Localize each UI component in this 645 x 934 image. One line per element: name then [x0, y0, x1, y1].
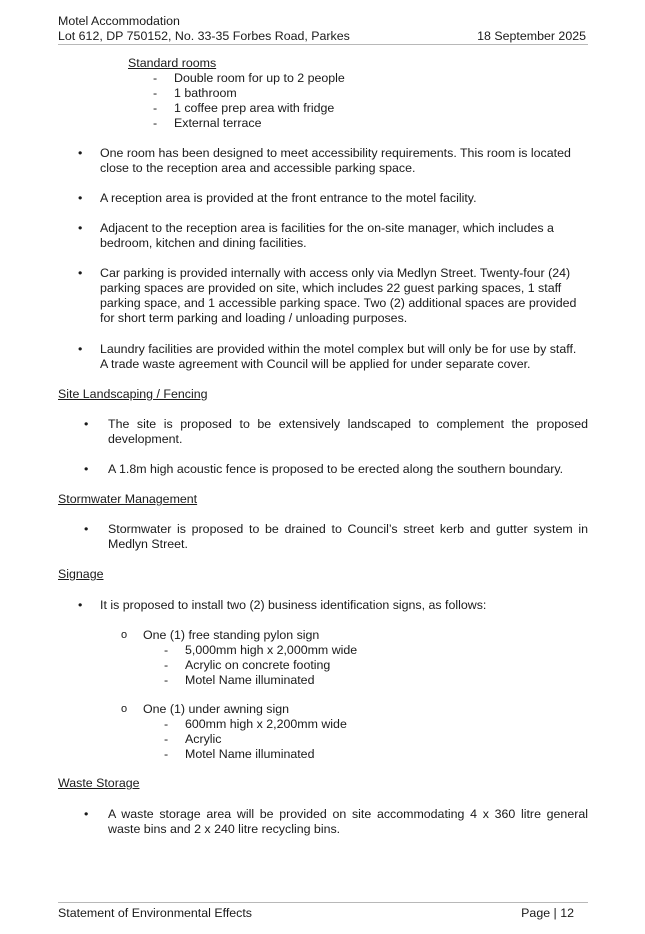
page-header [58, 14, 586, 44]
sign-label: One (1) free standing pylon sign [143, 628, 320, 642]
page-number: Page | 12 [521, 906, 574, 920]
sub-bullet-marker: o [121, 703, 128, 715]
stormwater-heading: Stormwater Management [58, 492, 198, 506]
footer-document-title: Statement of Environmental Effects [58, 906, 252, 920]
header-divider [58, 44, 588, 45]
page-footer [58, 906, 574, 921]
waste-heading: Waste Storage [58, 776, 140, 790]
header-date: 18 September 2025 [477, 29, 586, 43]
signage-heading: Signage [58, 567, 104, 581]
sub-bullet-marker: o [121, 629, 128, 641]
landscaping-heading: Site Landscaping / Fencing [58, 387, 208, 401]
sign-label: One (1) under awning sign [143, 702, 290, 716]
footer-divider [58, 902, 588, 903]
header-address: Lot 612, DP 750152, No. 33-35 Forbes Road, Parkes [58, 29, 350, 43]
header-title: Motel Accommodation [58, 14, 180, 28]
standard-rooms-heading: Standard rooms [128, 56, 217, 70]
